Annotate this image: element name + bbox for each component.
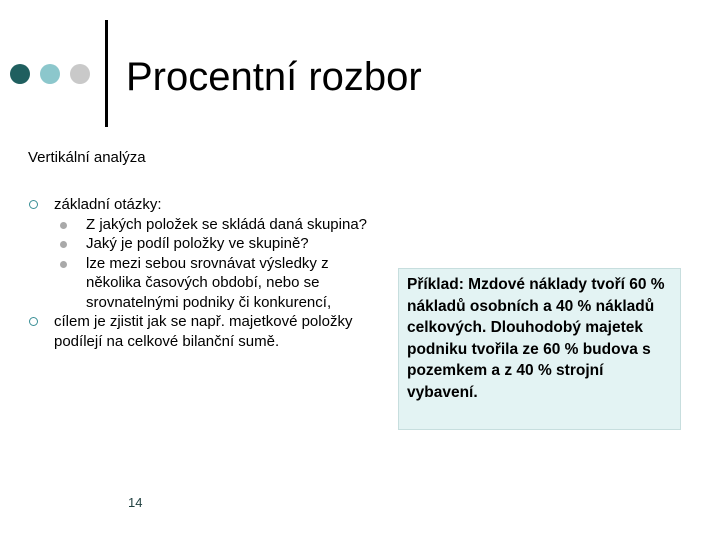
sub-bullet-text: Jaký je podíl položky ve skupině? [86,235,309,252]
slide-subtitle: Vertikální analýza [28,149,146,166]
bullet-text: základní otázky: [54,196,162,213]
sub-bullet-item [54,254,368,313]
sub-bullet-text: lze mezi sebou srovnávat výsledky z několika časových období, nebo se srovnatelnými podniky či konkurencí, [86,254,332,311]
bullet-item [28,195,368,312]
dot-bullet-icon [60,222,67,229]
decorative-dot-dark [10,64,30,84]
example-callout: Příklad: Mzdové náklady tvoří 60 % nákladů osobních a 40 % nákladů celkových. Dlouhodobý majetek podniku tvořila ze 60 % budova s pozemkem a z 40 % strojní vybavení. [398,268,681,430]
bullet-text: cílem je zjistit jak se např. majetkové položky podílejí na celkové bilanční sumě. [54,313,353,350]
circle-bullet-icon [29,317,38,326]
sub-bullet-item [54,234,368,254]
circle-bullet-icon [29,200,38,209]
page-number: 14 [128,495,143,510]
bullet-item [28,312,368,351]
sub-bullet-text: Z jakých položek se skládá daná skupina? [86,215,368,233]
sub-bullet-item [54,215,368,235]
bullet-list [28,195,368,351]
decorative-dot-gray [70,64,90,84]
dot-bullet-icon [60,261,67,268]
decorative-dot-teal [40,64,60,84]
dot-bullet-icon [60,241,67,248]
title-divider [105,20,108,127]
slide-title: Procentní rozbor [126,55,422,99]
